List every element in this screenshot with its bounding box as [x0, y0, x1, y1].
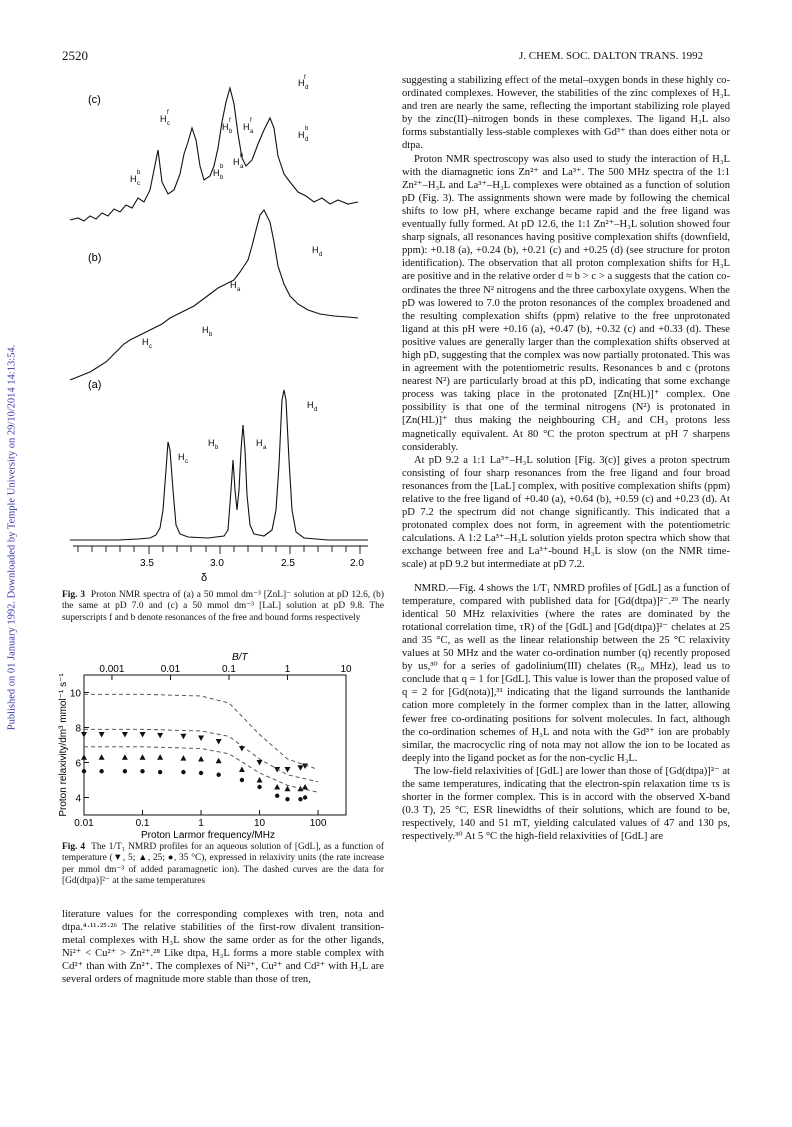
svg-text:f: f — [250, 118, 252, 124]
svg-text:H: H — [160, 114, 167, 124]
left-column-text — [62, 908, 384, 987]
svg-text:H: H — [243, 122, 250, 132]
down-triangle-point-5c — [297, 765, 303, 771]
spectrum-b-trace — [70, 210, 358, 380]
x-tick-label: 0.1 — [135, 818, 150, 829]
svg-text:d: d — [305, 85, 309, 91]
plot-frame — [84, 675, 346, 815]
x-tick-label: 0.01 — [74, 818, 94, 829]
panel-b-label: (b) — [88, 252, 102, 264]
svg-text:H: H — [256, 438, 263, 448]
svg-text:a: a — [237, 287, 241, 293]
svg-text:f: f — [304, 75, 306, 81]
top-tick-label: 10 — [340, 664, 352, 675]
svg-text:a: a — [240, 164, 244, 170]
ppm-tick-3-0: 3.0 — [210, 558, 224, 569]
svg-text:H: H — [298, 130, 305, 140]
figure3-caption-text: Proton NMR spectra of (a) a 50 mmol dm⁻³ [ZnL]⁻ solution at pD 12.6, (b) the same at pD 7.0 and (c) a 50 mmol dm⁻³ [LaL] solution at pD 9.8. The superscripts f and b denote resonances of the free and bound forms respectively — [62, 590, 384, 623]
left-paragraph: literature values for the corresponding complexes with tren, nota and dtpa.⁴·¹¹·²⁵·²⁶ The relative stabilities of the first-row divalent transition-metal complexes with H₃L show the same order as for the other ligands, Ni²⁺ < Cu²⁺ > Zn²⁺.²⁸ Like dtpa, H₃L forms a more stable complex with Cd²⁺ than with Zn²⁺. The complexes of Ni²⁺, Cu²⁺ and Cd²⁺ with H₃L are several orders of magnitude more stable than those of tren, — [62, 909, 384, 986]
figure4-nmrd-chart — [56, 650, 386, 840]
down-triangle-point-5c — [122, 732, 128, 738]
svg-text:H: H — [312, 245, 319, 255]
figure3-caption-label: Fig. 3 — [62, 590, 86, 600]
svg-text:b: b — [240, 153, 244, 159]
svg-text:H: H — [222, 122, 229, 132]
up-triangle-point-25c — [99, 754, 105, 760]
y-tick-label: 4 — [75, 793, 81, 805]
circle-point-35c — [257, 785, 261, 789]
panel-c-label: (c) — [88, 94, 101, 106]
down-triangle-point-5c — [284, 767, 290, 773]
panel-a-label: (a) — [88, 379, 102, 391]
svg-text:b: b — [220, 175, 224, 181]
figure3-nmr-spectra — [58, 70, 388, 590]
top-tick-label: 1 — [284, 664, 291, 675]
right-paragraph-1: suggesting a stabilizing effect of the metal–oxygen bonds in these highly co-ordinated complexes. However, the stabilities of the zinc complexes of H₃L and tren are nearly the same, reflecting the important stabilizing role played by the zinc(II)–nitrogen bonds in these complexes. The ligand H₃L also forms substantially less-stable complexes with Gd³⁺ than does either nota or dtpa. — [402, 75, 730, 152]
download-notice[interactable]: Published on 01 January 1992. Downloaded by Temple University on 29/10/2014 14:13:54. — [6, 344, 18, 731]
download-sidebar — [4, 180, 18, 900]
ppm-tick-2-0: 2.0 — [350, 558, 364, 569]
x-tick-label: 100 — [309, 818, 327, 829]
top-tick-label: 0.001 — [99, 664, 125, 675]
svg-text:c: c — [137, 181, 140, 187]
svg-text:b: b — [137, 170, 141, 176]
svg-text:f: f — [229, 118, 231, 124]
svg-text:b: b — [209, 332, 213, 338]
svg-text:f: f — [167, 110, 169, 116]
ppm-tick-2-5: 2.5 — [281, 558, 295, 569]
figure4-caption-text: The 1/T₁ NMRD profiles for an aqueous solution of [GdL], as a function of temperature (▼, 5; ▲, 25; ●, 35 °C), expressed in relaxivity units (the rate increase per mmol dm⁻³ of added paramagnetic ion). The dashed curves are the data for [Gd(dtpa)]²⁻ at the same temperatures — [62, 842, 384, 887]
svg-text:c: c — [167, 121, 170, 127]
right-column-text — [402, 74, 730, 843]
figure3-caption — [62, 590, 384, 624]
down-triangle-point-5c — [99, 732, 105, 738]
delta-axis-label: δ — [201, 572, 208, 584]
circle-point-35c — [216, 773, 220, 777]
svg-text:c: c — [149, 344, 152, 350]
up-triangle-point-25c — [216, 758, 222, 764]
circle-point-35c — [275, 794, 279, 798]
down-triangle-point-5c — [81, 732, 87, 738]
top-tick-label: 0.1 — [222, 664, 236, 675]
circle-point-35c — [158, 770, 162, 774]
page-number: 2520 — [62, 48, 88, 63]
up-triangle-point-25c — [180, 755, 186, 761]
svg-text:H: H — [298, 78, 305, 88]
circle-point-35c — [285, 797, 289, 801]
circle-point-35c — [298, 797, 302, 801]
x-tick-label: 1 — [198, 818, 204, 829]
svg-text:H: H — [202, 325, 209, 335]
svg-text:H: H — [307, 400, 314, 410]
down-triangle-point-5c — [157, 733, 163, 739]
circle-point-35c — [82, 769, 86, 773]
svg-text:d: d — [305, 137, 309, 143]
x-axis-label: Proton Larmor frequency/MHz — [141, 830, 275, 840]
svg-text:b: b — [220, 164, 224, 170]
circle-point-35c — [240, 778, 244, 782]
svg-text:d: d — [319, 252, 323, 258]
svg-text:H: H — [213, 168, 220, 178]
circle-point-35c — [123, 769, 127, 773]
x-tick-label: 10 — [253, 818, 266, 829]
right-paragraph-3: At pD 9.2 a 1:1 La³⁺–H₃L solution [Fig. 3(c)] gives a proton spectrum consisting of four sharp resonances from the free ligand and four broad resonances from the [LaL] complex, with positive complexation shifts (ppm) relative to the free ligand of +0.40 (a), +0.64 (b), +0.59 (c) and +0.23 (d). At pD 7.2 the spectrum did not change significantly. This indicated that a protonated complex does not form, in agreement with the potentiometric calculations. A 1:2 La³⁺–H₃L solution yields proton spectra which show that exchange between free and La³⁺-bound H₃L is slow (on the NMR time-scale) at pD 9.2 but intermediate at pD 7.2. — [402, 454, 730, 571]
y-tick-label: 8 — [75, 723, 81, 735]
svg-text:H: H — [230, 280, 237, 290]
spectrum-c-trace — [70, 88, 358, 221]
svg-text:H: H — [130, 174, 137, 184]
svg-text:b: b — [305, 126, 309, 132]
svg-text:a: a — [263, 445, 267, 451]
figure4-caption-label: Fig. 4 — [62, 842, 86, 852]
circle-point-35c — [99, 769, 103, 773]
ppm-tick-3-5: 3.5 — [140, 558, 154, 569]
y-tick-label: 6 — [75, 758, 81, 770]
up-triangle-point-25c — [140, 754, 146, 760]
top-tick-label: 0.01 — [160, 664, 181, 675]
right-paragraph-5: The low-field relaxivities of [GdL] are lower than those of [Gd(dtpa)]²⁻ at the same temperatures, indicating that the electron-spin relaxation time τs is shorter in the former complex. This is in accord with the observed X-band (0.3 T), 25 °C, ESR linewidths of their solutions, which are found to be, respectively, 140 and 51 mT, yielding calculated values of 47 and 130 ps, respectively.³⁰ At 5 °C the high-field relaxivities of [GdL] are — [402, 765, 730, 843]
svg-text:d: d — [314, 407, 318, 413]
top-axis-label: B/T — [232, 652, 248, 663]
up-triangle-point-25c — [157, 754, 163, 760]
dtpa-dashed-curve — [84, 747, 318, 793]
figure4-caption — [62, 842, 384, 888]
svg-text:c: c — [185, 459, 188, 465]
up-triangle-point-25c — [284, 786, 290, 792]
journal-header: J. CHEM. SOC. DALTON TRANS. 1992 — [519, 50, 704, 62]
down-triangle-point-5c — [216, 739, 222, 745]
y-axis-label: Proton relaxivity/dm³ mmol⁻¹ s⁻¹ — [58, 673, 69, 817]
svg-text:H: H — [178, 452, 185, 462]
y-tick-label: 10 — [69, 688, 81, 700]
down-triangle-point-5c — [198, 736, 204, 742]
svg-text:H: H — [233, 157, 240, 167]
up-triangle-point-25c — [122, 754, 128, 760]
svg-text:b: b — [215, 445, 219, 451]
circle-point-35c — [181, 770, 185, 774]
circle-point-35c — [199, 771, 203, 775]
svg-text:H: H — [142, 337, 149, 347]
svg-text:b: b — [229, 129, 233, 135]
circle-point-35c — [140, 769, 144, 773]
down-triangle-point-5c — [140, 732, 146, 738]
down-triangle-point-5c — [239, 746, 245, 752]
up-triangle-point-25c — [257, 777, 263, 783]
spectrum-a-trace — [70, 390, 368, 540]
right-paragraph-4: NMRD.—Fig. 4 shows the 1/T₁ NMRD profiles of [GdL] as a function of temperature, compared with published data for [Gd(dtpa)]²⁻.²⁹ The nearly identical 50 MHz relaxivities (where the rates are dominated by the rotational correlation time, τR) of the [GdL] and [Gd(dtpa)]²⁻ chelates at 25 and 35 °C, as well as the linear relationship between the 25 °C relaxivity values at 50 MHz and the water co-ordination number (q) recently proposed by us,³⁰ for a series of gadolinium(III) chelates (R₅₀ MHz), lead us to conclude that q = 1 for [GdL]. This value is lower than the proposed value of q = 2 for [Gd(nota)],³¹ indicating that the ligand surrounds the lanthanide cation more completely in the former complex than in the latter, allowing fewer free co-ordinating positions for solvent molecules. In fact, although the co-ordination schemes of H₃L and nota with the Gd³⁺ ion are probably similar, the macrocyclic ring of nota may not allow the ion to be located as deeply into the ligand pocket as for the non-cyclic H₃L. — [402, 582, 730, 764]
right-paragraph-2: Proton NMR spectroscopy was also used to study the interaction of H₃L with the diamagnetic ions Zn²⁺ and La³⁺. The 500 MHz spectra of the 1:1 Zn²⁺–H₃L and La³⁺–H₃L complexes were obtained as a function of solution pD (Fig. 3). The assignments shown were made by following the chemical shifts to low pH, where exchange became rapid and the free ligand was eventually fully formed. At pD 12.6, the 1:1 Zn²⁺–H₃L solution showed four sharp signals, all resonances having positive complexation shifts (downfield, ppm): +0.18 (a), +0.24 (b), +0.21 (c) and +0.25 (d) (see structure for proton identification). The observation that all proton complexation shifts for H₃L are positive and in the relative order d ≈ b > c > a suggests that the cation co-ordinates the three N² nitrogens and the three carboxylate oxygens. When the pD was lowered to 7.0 the proton resonances of the complex broadened and the resulting complexation shifts (ppm) relative to the free unprotonated ligand at this pH were +0.16 (a), +0.47 (b), +0.32 (c) and +0.33 (d). These positive values are generally larger than the complexation shifts observed at high pD, suggesting that the complex was now partially protonated. This was in agreement with the potentiometric results. Resonances b and c (protons nearest N²) are particularly broad at this pD, indicating that some exchange process was taking place in the protonated [Zn(HL)]⁺ complex. One possibility is that one of the terminal nitrogens (N²) is protonated in [Zn(HL)]⁺ thus making the neighbouring CH₂ and CH₃ protons less magnetically equivalent. At 80 °C the proton spectrum at pH 7 sharpens considerably. — [402, 153, 730, 453]
up-triangle-point-25c — [239, 767, 245, 773]
svg-text:H: H — [208, 438, 215, 448]
circle-point-35c — [303, 795, 307, 799]
down-triangle-point-5c — [302, 764, 308, 770]
down-triangle-point-5c — [180, 734, 186, 740]
down-triangle-point-5c — [257, 760, 263, 766]
up-triangle-point-25c — [198, 756, 204, 762]
ppm-axis-ticks — [78, 546, 360, 554]
up-triangle-point-25c — [81, 754, 87, 760]
up-triangle-point-25c — [274, 784, 280, 790]
svg-text:a: a — [250, 129, 254, 135]
